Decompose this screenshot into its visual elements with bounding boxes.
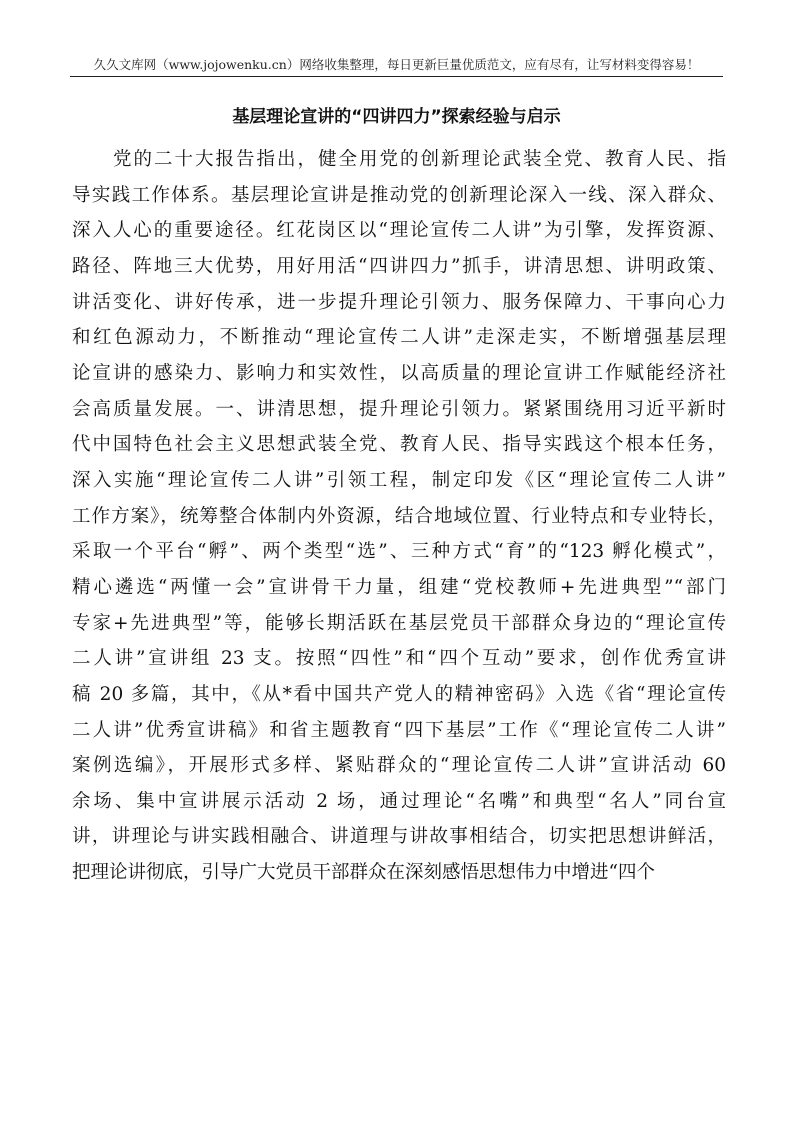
paragraph-line: 精心遴选“两懂一会”宣讲骨干力量，组建“党校教师+先进典型”“部门: [72, 576, 726, 598]
paragraph-line: 专家+先进典型”等，能够长期活跃在基层党员干部群众身边的“理论宣传: [72, 612, 726, 634]
paragraph-line: 路径、阵地三大优势，用好用活“四讲四力”抓手，讲清思想、讲明政策、: [72, 255, 726, 277]
paragraph-line: 把理论讲彻底，引导广大党员干部群众在深刻感悟思想伟力中增进“四个: [72, 862, 655, 884]
document-body: [72, 142, 726, 891]
site-header-notice: 久久文库网（www.jojowenku.cn）网络收集整理，每日更新巨量优质范文，应有尽有，让写材料变得容易！: [93, 57, 700, 72]
paragraph-line: 党的二十大报告指出，健全用党的创新理论武装全党、教育人民、指: [113, 149, 726, 170]
paragraph-line: 二人讲”宣讲组 23 支。按照“四性”和“四个互动”要求，创作优秀宣讲: [72, 648, 726, 670]
paragraph-line: 代中国特色社会主义思想武装全党、教育人民、指导实践这个根本任务，: [72, 434, 726, 456]
paragraph-line: 余场、集中宣讲展示活动 2 场，通过理论“名嘴”和典型“名人”同台宣: [72, 790, 726, 812]
paragraph-line: 导实践工作体系。基层理论宣讲是推动党的创新理论深入一线、深入群众、: [72, 184, 726, 206]
paragraph-line: 深入实施“理论宣传二人讲”引领工程，制定印发《区“理论宣传二人讲”: [72, 469, 726, 491]
header-divider: [70, 76, 723, 77]
document-title: 基层理论宣讲的“四讲四力”探索经验与启示: [232, 107, 561, 127]
paragraph-line: 采取一个平台“孵”、两个类型“选”、三种方式“育”的“123 孵化模式”，: [72, 541, 726, 563]
paragraph-line: 会高质量发展。一、讲清思想，提升理论引领力。紧紧围绕用习近平新时: [72, 398, 726, 420]
paragraph-line: 稿 20 多篇，其中，《从*看中国共产党人的精神密码》入选《省“理论宣传: [72, 683, 726, 705]
paragraph-line: 工作方案》，统筹整合体制内外资源，结合地域位置、行业特点和专业特长，: [72, 505, 726, 527]
paragraph-line: 案例选编》，开展形式多样、紧贴群众的“理论宣传二人讲”宣讲活动 60: [72, 755, 726, 777]
paragraph-line: 讲，讲理论与讲实践相融合、讲道理与讲故事相结合，切实把思想讲鲜活，: [72, 826, 726, 848]
paragraph-line: 二人讲”优秀宣讲稿》和省主题教育“四下基层”工作《“理论宣传二人讲”: [72, 719, 726, 741]
paragraph-line: 讲活变化、讲好传承，进一步提升理论引领力、服务保障力、干事向心力: [72, 291, 726, 313]
paragraph-line: 深入人心的重要途径。红花岗区以“理论宣传二人讲”为引擎，发挥资源、: [72, 220, 726, 242]
paragraph-line: 和红色源动力，不断推动“理论宣传二人讲”走深走实，不断增强基层理: [72, 327, 726, 349]
paragraph-line: 论宣讲的感染力、影响力和实效性，以高质量的理论宣讲工作赋能经济社: [72, 362, 726, 384]
